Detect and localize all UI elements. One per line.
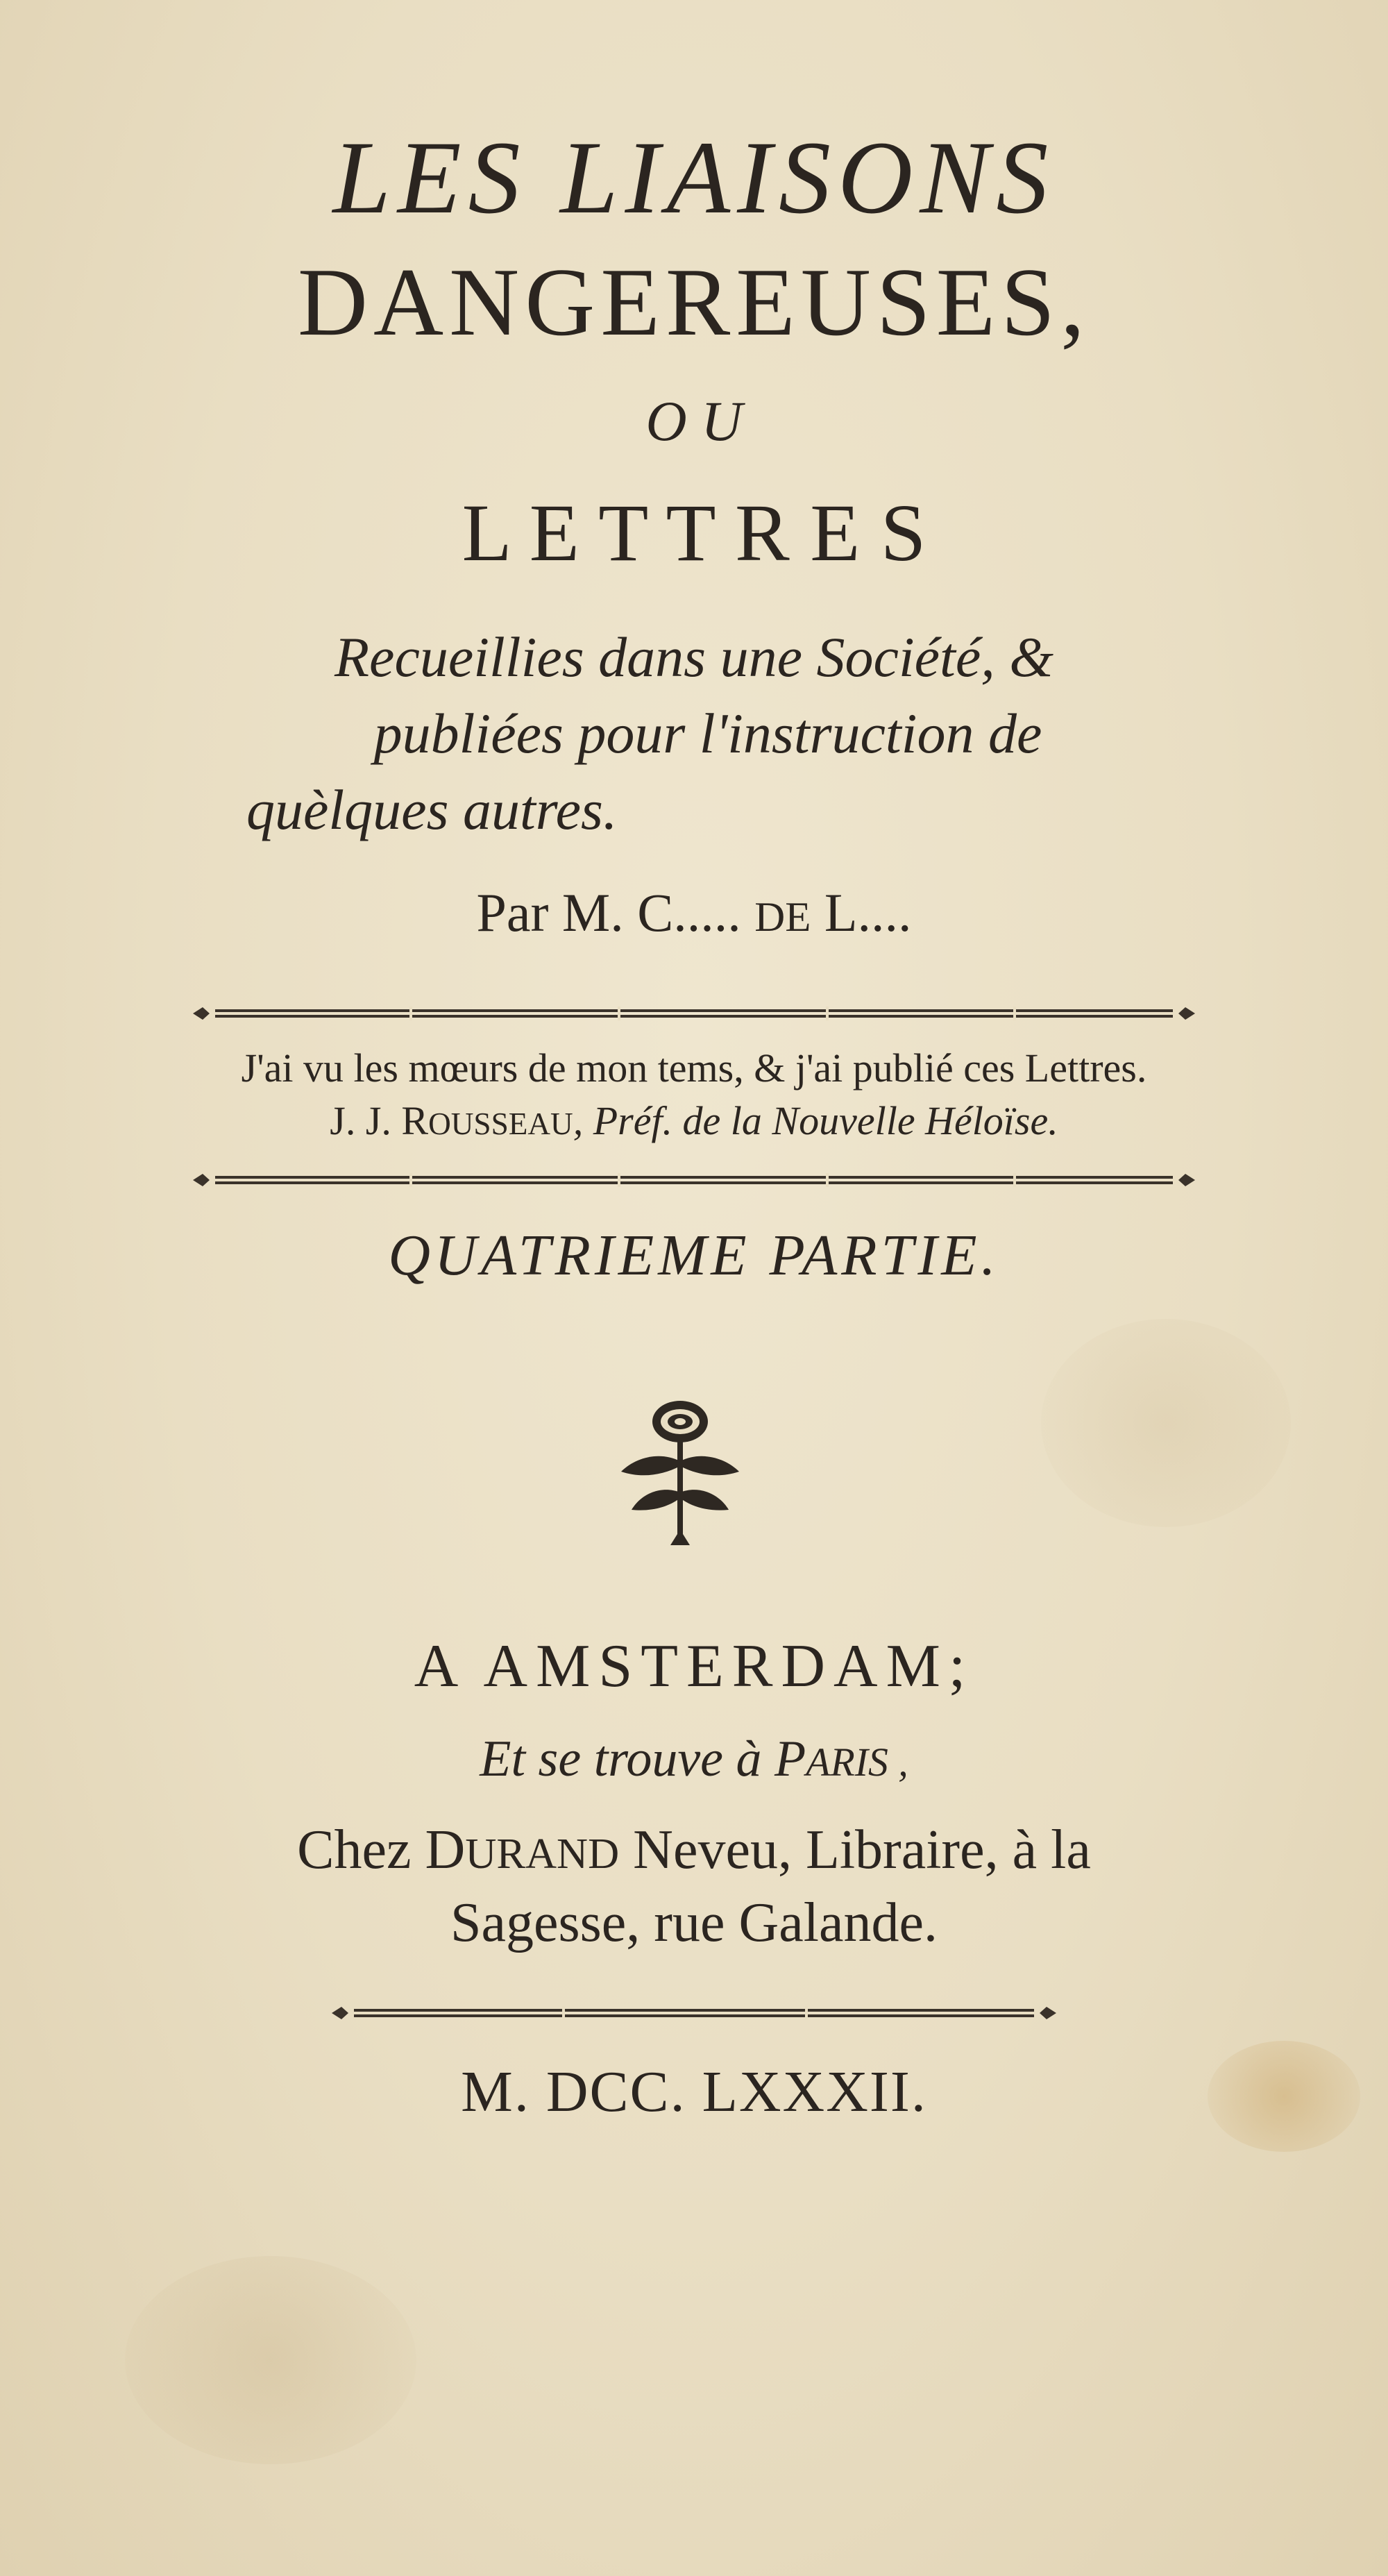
printers-rule [187, 1166, 1201, 1194]
imprint-city: A AMSTERDAM; [414, 1633, 974, 1700]
author-suffix: L.... [811, 882, 912, 943]
epigraph-source-name: OUSSEAU [428, 1106, 573, 1141]
epigraph-source-initials: J. J. R [330, 1098, 429, 1143]
imprint-also [0, 1728, 1388, 1789]
printers-rule [326, 1999, 1062, 2027]
imprint-publisher-prefix: Chez D [297, 1819, 466, 1880]
imprint-also-prefix: Et se trouve à [480, 1731, 775, 1787]
paper-stain [1041, 1319, 1291, 1527]
volume-title: QUATRIEME PARTIE. [388, 1223, 1000, 1288]
printers-rule [187, 1000, 1201, 1027]
epigraph-quote: J'ai vu les mœurs de mon tems, & j'ai publié ces Lettres. [241, 1045, 1147, 1091]
imprint-also-city-initial: P [775, 1731, 806, 1787]
title-line-2: DANGEREUSES, [297, 249, 1091, 356]
subtitle-line-3: quèlques autres. [246, 778, 618, 841]
epigraph-source-ref: , Préf. de la Nouvelle Héloïse. [573, 1098, 1058, 1143]
imprint-publisher [0, 1819, 1388, 1882]
paper-stain [125, 2256, 416, 2464]
author-de: DE [754, 894, 811, 941]
title-ou: O U [645, 389, 743, 453]
subtitle-line-1: Recueillies dans une Société, & [334, 625, 1054, 689]
imprint-also-city-rest: ARIS , [806, 1741, 908, 1785]
epigraph-source [0, 1097, 1388, 1144]
author-line [0, 882, 1388, 944]
author-prefix: Par M. C..... [476, 882, 755, 943]
imprint-date: M. DCC. LXXXII. [461, 2060, 927, 2124]
imprint-publisher-suffix: Neveu, Libraire, à la [619, 1819, 1091, 1880]
imprint-publisher-name: URAND [465, 1830, 620, 1878]
title-line-1: LES LIAISONS [332, 120, 1056, 235]
imprint-address: Sagesse, rue Galande. [450, 1892, 938, 1953]
title-line-3: L E T T R E S [462, 487, 926, 578]
rose-sprig-ornament [611, 1395, 750, 1548]
subtitle-line-2: publiées pour l'instruction de [373, 702, 1042, 765]
